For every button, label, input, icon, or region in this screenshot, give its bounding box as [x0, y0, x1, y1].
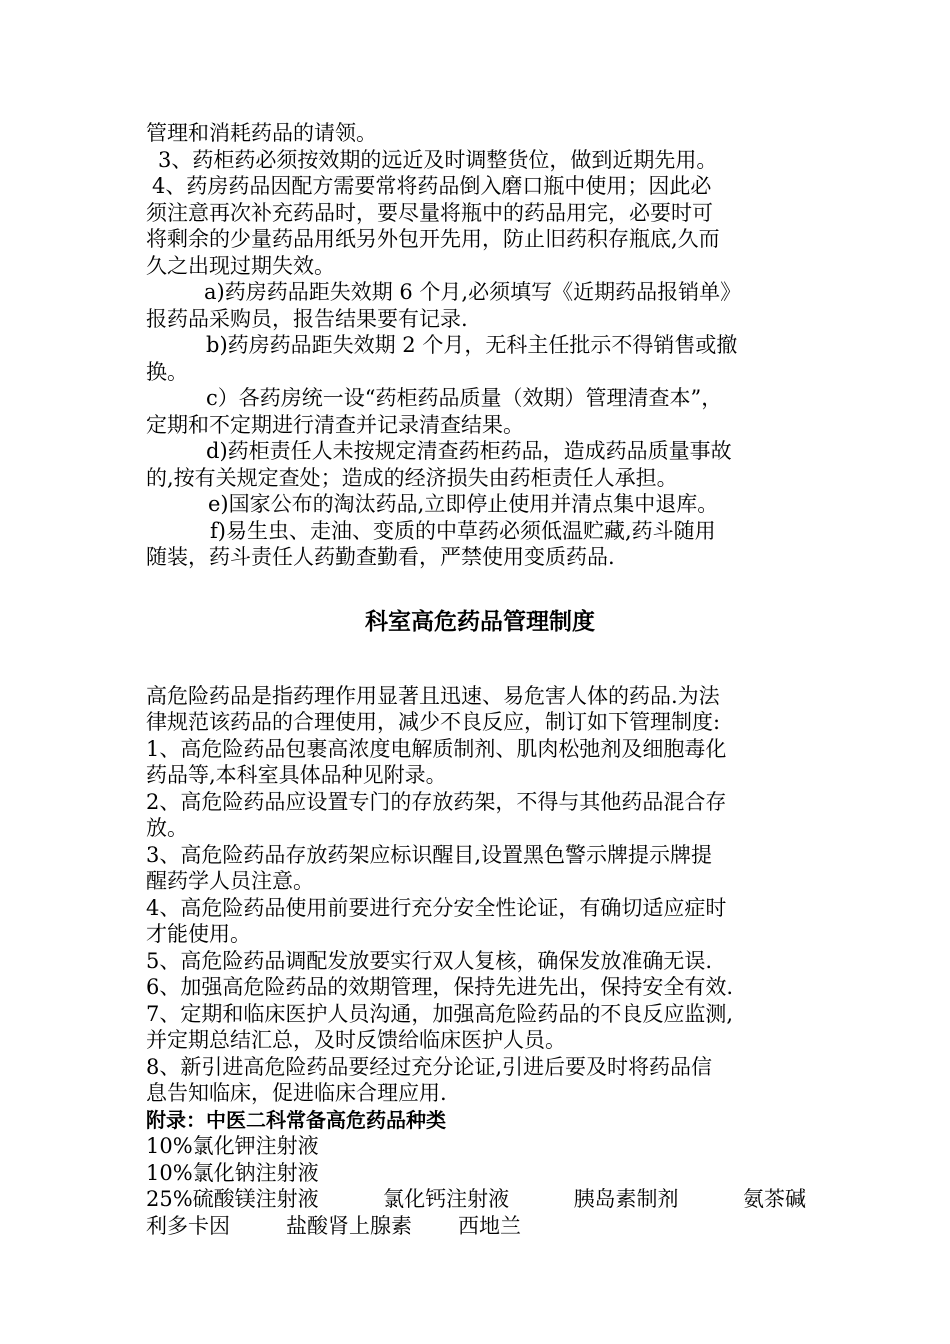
text-line: 4、高危险药品使用前要进行充分安全性论证，有确切适应症时	[146, 895, 727, 920]
text-line: f)易生虫、走油、变质的中草药必须低温贮藏,药斗随用	[210, 518, 716, 543]
appendix-title: 附录：中医二科常备高危药品种类	[146, 1107, 446, 1132]
text-line: c）各药房统一设“药柜药品质量（效期）管理清查本”，	[206, 386, 723, 410]
appendix-item: 西地兰	[458, 1213, 521, 1238]
text-line: 管理和消耗药品的请领。	[146, 121, 377, 145]
text-line: a)药房药品距失效期 6 个月,必须填写《近期药品报销单》	[204, 280, 742, 304]
text-line: b)药房药品距失效期 2 个月，无科主任批示不得销售或撤	[206, 333, 738, 357]
text-line: 6、加强高危险药品的效期管理，保持先进先出，保持安全有效.	[146, 975, 734, 999]
section-title: 科室高危药品管理制度	[365, 608, 595, 635]
appendix-item: 胰岛素制剂	[573, 1187, 679, 1211]
text-line: 的,按有关规定查处；造成的经济损失由药柜责任人承担。	[146, 465, 678, 490]
text-line: 并定期总结汇总，及时反馈给临床医护人员。	[146, 1028, 566, 1052]
text-line: 高危险药品是指药理作用显著且迅速、易危害人体的药品.为法	[146, 683, 720, 708]
text-line: e)国家公布的淘汰药品,立即停止使用并清点集中退库。	[208, 492, 719, 516]
text-line: 放。	[146, 816, 188, 840]
appendix-item: 利多卡因	[146, 1213, 230, 1238]
text-line: 7、定期和临床医护人员沟通，加强高危险药品的不良反应监测,	[146, 1001, 734, 1026]
appendix-item: 10%氯化钠注射液	[146, 1160, 319, 1185]
document-body	[146, 120, 814, 1239]
text-line: 换。	[146, 359, 188, 384]
text-line: 久之出现过期失效。	[146, 253, 335, 278]
appendix-item: 25%硫酸镁注射液	[146, 1187, 319, 1211]
text-line: 定期和不定期进行清查并记录清查结果。	[146, 412, 524, 437]
text-line: 5、高危险药品调配发放要实行双人复核，确保发放准确无误.	[146, 948, 713, 973]
text-line: 1、高危险药品包裹高浓度电解质制剂、肌肉松弛剂及细胞毒化	[146, 736, 727, 761]
text-line: 律规范该药品的合理使用，减少不良反应，制订如下管理制度:	[146, 710, 721, 734]
appendix-item: 氯化钙注射液	[383, 1187, 510, 1211]
appendix-row	[146, 1213, 814, 1240]
text-line: 3、高危险药品存放药架应标识醒目,设置黑色警示牌提示牌提	[146, 842, 713, 867]
text-line: 将剩余的少量药品用纸另外包开先用，防止旧药积存瓶底,久而	[146, 227, 720, 251]
text-line: 醒药学人员注意。	[146, 869, 314, 893]
text-line: 4、药房药品因配方需要常将药品倒入磨口瓶中使用；因此必	[152, 174, 712, 198]
text-line: 药品等,本科室具体品种见附录。	[146, 763, 447, 787]
appendix-item: 盐酸肾上腺素	[286, 1213, 412, 1238]
text-line: 须注意再次补充药品时，要尽量将瓶中的药品用完，必要时可	[146, 200, 713, 225]
text-line: 息告知临床，促进临床合理应用.	[146, 1081, 447, 1105]
text-line: 随装，药斗责任人药勤查勤看，严禁使用变质药品.	[146, 545, 615, 569]
appendix-row	[146, 1186, 806, 1213]
appendix-item: 10%氯化钾注射液	[146, 1134, 319, 1158]
text-line: 才能使用。	[146, 922, 251, 946]
text-line: 2、高危险药品应设置专门的存放药架，不得与其他药品混合存	[146, 789, 727, 814]
appendix-item: 氨茶碱	[743, 1187, 806, 1211]
text-line: 报药品采购员，报告结果要有记录.	[146, 306, 468, 331]
text-line: 3、药柜药必须按效期的远近及时调整货位，做到近期先用。	[158, 147, 718, 172]
text-line: d)药柜责任人未按规定清查药柜药品，造成药品质量事故	[206, 439, 732, 463]
text-line: 8、新引进高危险药品要经过充分论证,引进后要及时将药品信	[146, 1054, 713, 1079]
